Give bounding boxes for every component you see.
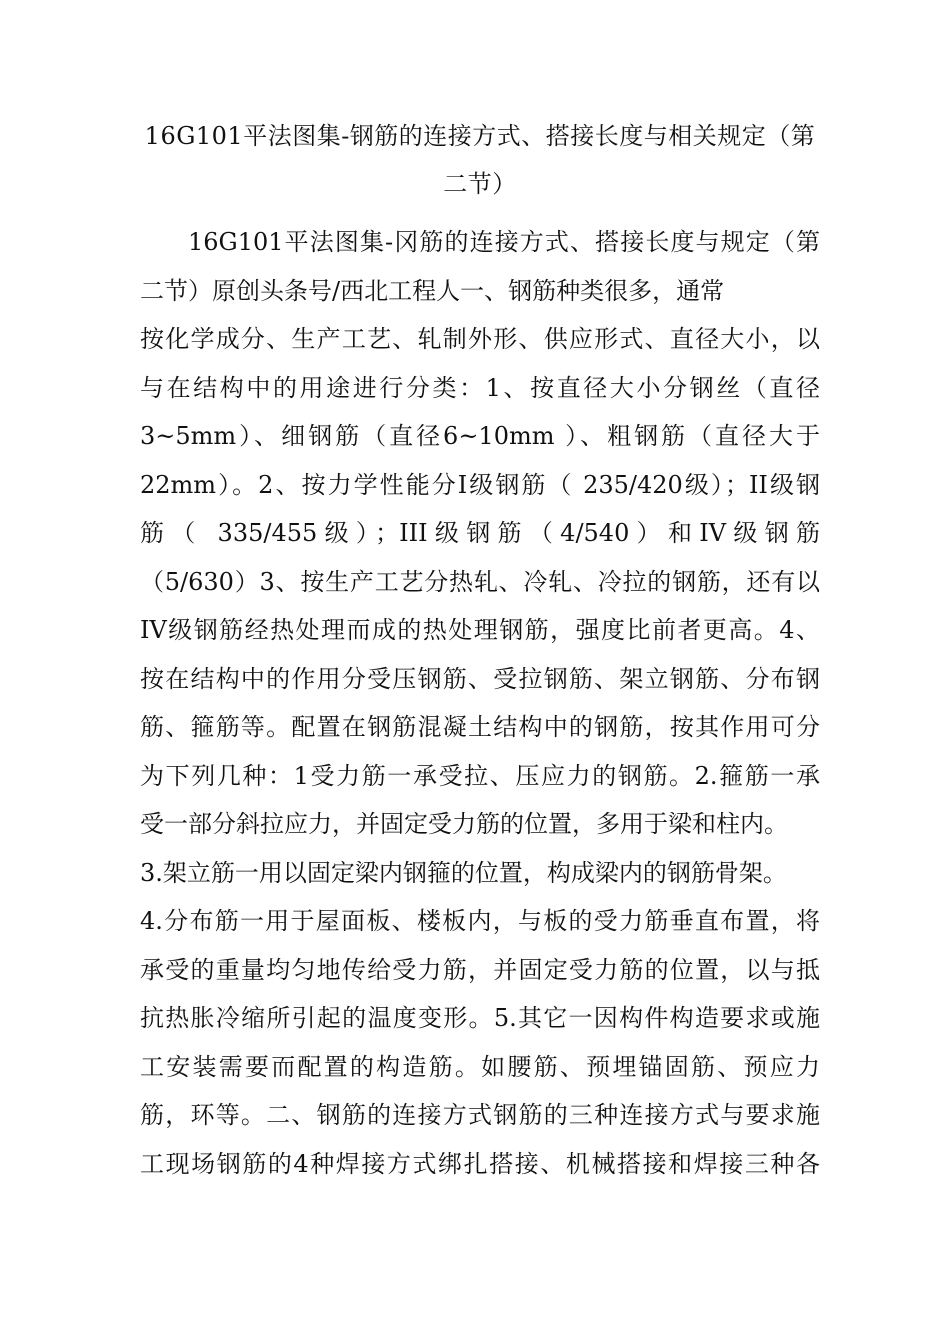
document-title	[140, 112, 820, 208]
paragraph-line: 工现场钢筋的4种焊接方式绑扎搭接、机械搭接和焊接三种各	[140, 1149, 820, 1178]
paragraph-line: 按化学成分、生产工艺、轧制外形、供应形式、直径大小，以	[140, 325, 820, 353]
paragraph-line: IV级钢筋经热处理而成的热处理钢筋，强度比前者更高。4、	[140, 616, 820, 644]
paragraph-line: 3~5mm）、细钢筋（直径6~10mm ）、粗钢筋（直径大于	[140, 422, 820, 450]
body-paragraph	[140, 218, 820, 1188]
paragraph-line: 16G101平法图集-冈筋的连接方式、搭接长度与规定（第	[188, 228, 820, 256]
paragraph-line: 筋，环等。二、钢筋的连接方式钢筋的三种连接方式与要求施	[140, 1101, 820, 1129]
paragraph-line: 抗热胀冷缩所引起的温度变形。5.其它一因构件构造要求或施	[140, 1004, 820, 1032]
paragraph-line: 筋（ 335/455级）；III级钢筋（4/540）和IV级钢筋	[140, 519, 820, 547]
paragraph-line: 22mm）。2、按力学性能分Ⅰ级钢筋（ 235/420级）；II级钢	[140, 470, 820, 499]
paragraph-line: 3.架立筋一用以固定梁内钢箍的位置，构成梁内的钢筋骨架。	[140, 858, 787, 887]
title-line-2: 二节）	[443, 170, 517, 198]
paragraph-line: （5/630）3、按生产工艺分热轧、冷轧、冷拉的钢筋，还有以	[140, 567, 820, 596]
paragraph-line: 与在结构中的用途进行分类：1、按直径大小分钢丝（直径	[140, 373, 820, 402]
paragraph-line: 工安装需要而配置的构造筋。如腰筋、预埋锚固筋、预应力	[140, 1052, 820, 1081]
paragraph-line: 按在结构中的作用分受压钢筋、受拉钢筋、架立钢筋、分布钢	[140, 664, 820, 693]
paragraph-line: 二节）原创头条号/西北工程人一、钢筋种类很多，通常	[140, 276, 725, 305]
paragraph-line: 筋、箍筋等。配置在钢筋混凝土结构中的钢筋，按其作用可分	[140, 713, 820, 741]
title-line-1: 16G101平法图集-钢筋的连接方式、搭接长度与相关规定（第	[144, 122, 816, 150]
paragraph-line: 为下列几种：1受力筋一承受拉、压应力的钢筋。2.箍筋一承	[140, 761, 820, 790]
paragraph-line: 4.分布筋一用于屋面板、楼板内，与板的受力筋垂直布置，将	[140, 907, 820, 935]
paragraph-line: 承受的重量均匀地传给受力筋，并固定受力筋的位置，以与抵	[140, 955, 820, 984]
paragraph-line: 受一部分斜拉应力，并固定受力筋的位置，多用于梁和柱内。	[140, 810, 788, 838]
